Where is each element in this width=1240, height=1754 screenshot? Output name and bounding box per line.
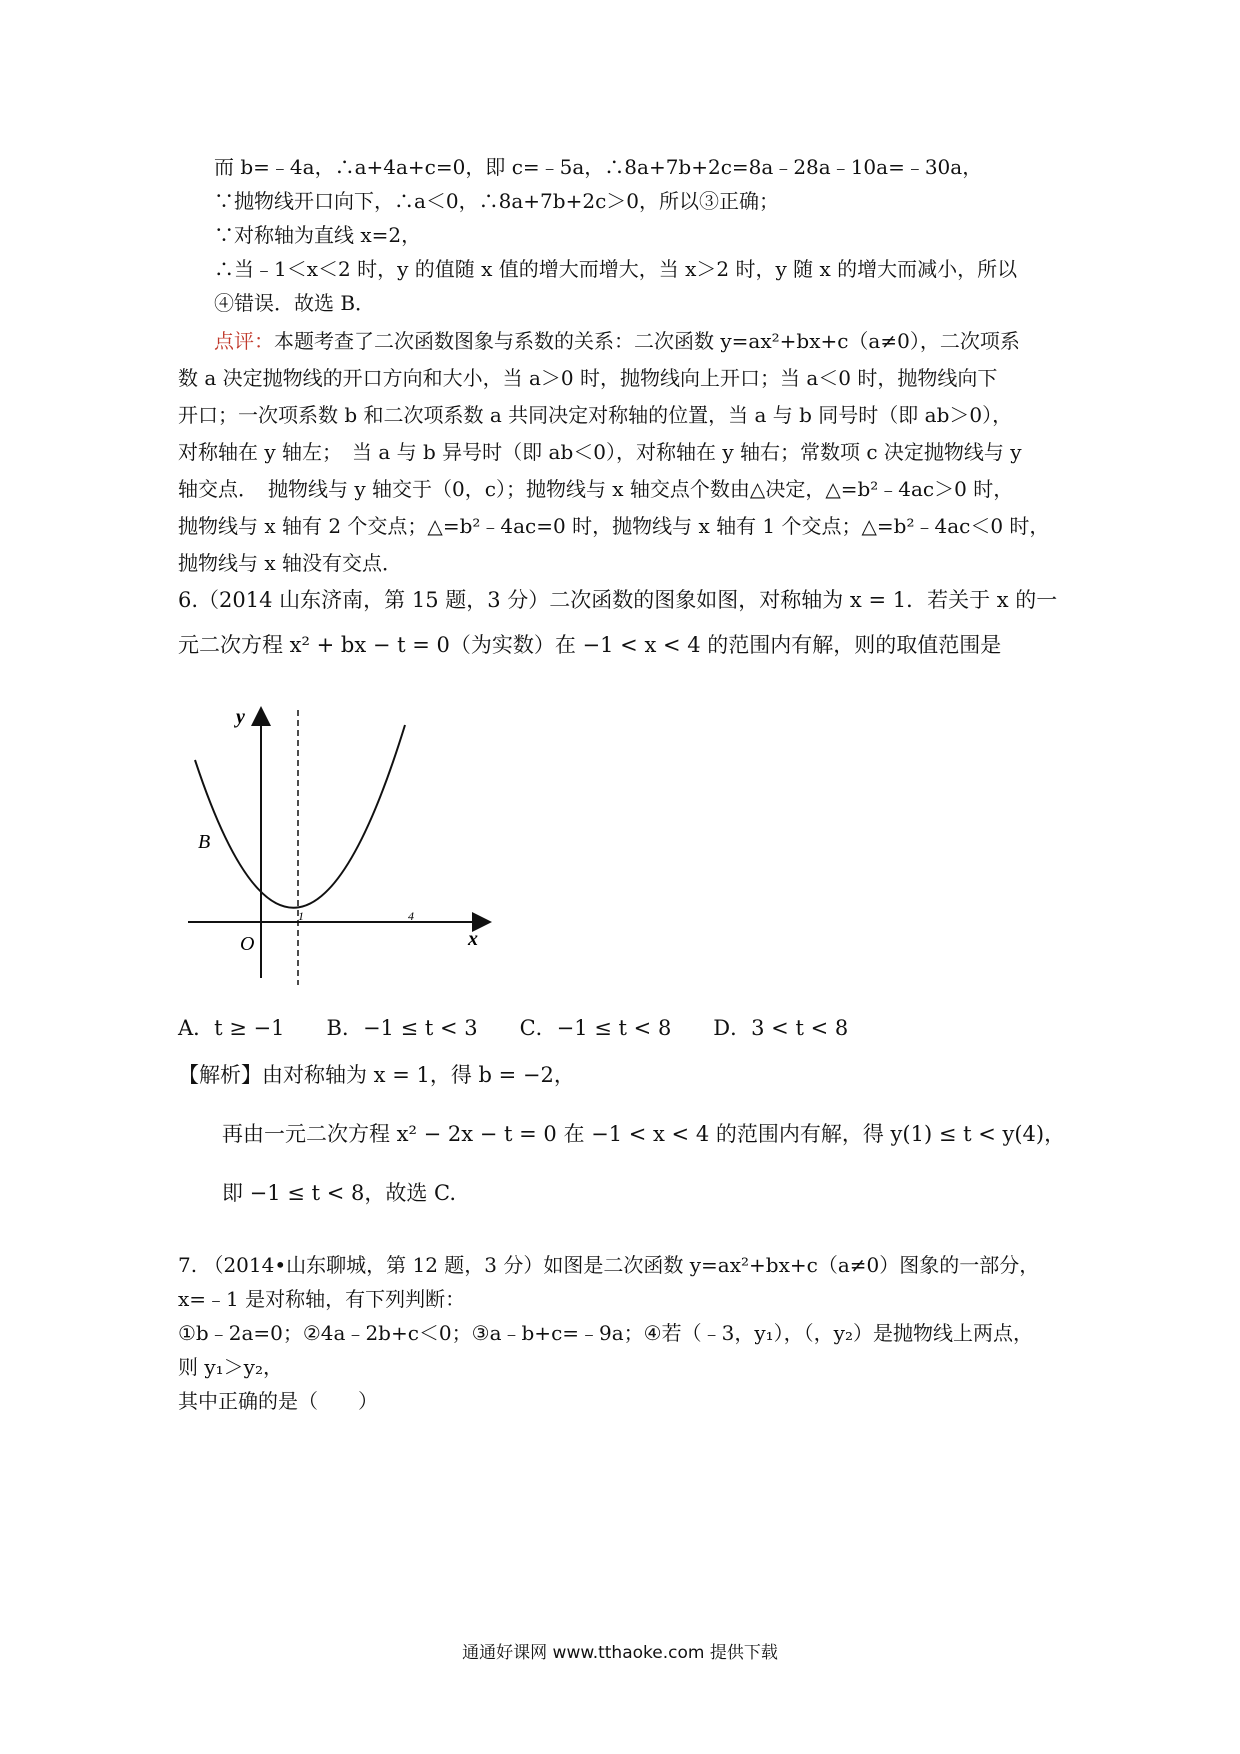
q6-analysis-1 (178, 1060, 575, 1090)
q6-analysis-3: 即 −1 ≤ t < 8，故选 C. (222, 1181, 456, 1205)
x-axis-label: x (468, 928, 478, 950)
solution-line-5: ④错误．故选 B． (214, 291, 376, 315)
parabola-curve (195, 725, 405, 908)
comment-label: 点评： (214, 329, 274, 353)
point-b-label: B (198, 831, 211, 853)
comment-line-7: 抛物线与 x 轴没有交点． (178, 551, 402, 575)
q7-line-2: x=﹣1 是对称轴，有下列判断： (178, 1287, 466, 1311)
solution-line-4: ∴当﹣1＜x＜2 时，y 的值随 x 值的增大而增大，当 x＞2 时，y 随 x 的增大而减小，所以 (214, 257, 1018, 281)
tick-4-label: 4 (408, 909, 414, 923)
q6-line-1: 6.（2014 山东济南，第 15 题，3 分）二次函数的图象如图，对称轴为 x = 1．若关于 x 的一 (178, 588, 1058, 612)
parabola-figure (180, 700, 500, 990)
analysis-text-1: 由对称轴为 x = 1，得 b = −2， (262, 1063, 575, 1087)
page-footer: 通通好课网 www.tthaoke.com 提供下载 (462, 1643, 778, 1663)
tick-1-label: 1 (298, 909, 304, 923)
q6-options: A．t ≥ −1 B．−1 ≤ t < 3 C．−1 ≤ t < 8 D．3 < t < 8 (178, 1016, 849, 1040)
q6-line-2: 元二次方程 x² + bx − t = 0（为实数）在 −1 < x < 4 的范围内有解，则的取值范围是 (178, 633, 1002, 657)
comment-line-1 (214, 326, 1020, 356)
y-axis-label: y (236, 706, 245, 728)
comment-line-2: 数 a 决定抛物线的开口方向和大小，当 a＞0 时，抛物线向上开口；当 a＜0 时，抛物线向下 (178, 366, 998, 390)
q7-line-1: 7. （2014•山东聊城，第 12 题，3 分）如图是二次函数 y=ax²+bx+c（a≠0）图象的一部分， (178, 1253, 1040, 1277)
solution-line-1: 而 b=﹣4a，∴a+4a+c=0，即 c=﹣5a，∴8a+7b+2c=8a﹣28a﹣10a=﹣30a， (214, 155, 983, 179)
q7-line-3: ①b﹣2a=0；②4a﹣2b+c＜0；③a﹣b+c=﹣9a；④若（﹣3，y₁），（，y₂）是抛物线上两点， (178, 1321, 1033, 1345)
q7-line-5: 其中正确的是（ ） (178, 1389, 378, 1413)
solution-line-3: ∵对称轴为直线 x=2， (214, 223, 422, 247)
q7-line-4: 则 y₁＞y₂， (178, 1355, 283, 1379)
analysis-label: 【解析】 (178, 1063, 262, 1087)
comment-line-4: 对称轴在 y 轴左； 当 a 与 b 异号时（即 ab＜0），对称轴在 y 轴右；常数项 c 决定抛物线与 y (178, 440, 1022, 464)
comment-line-6: 抛物线与 x 轴有 2 个交点；△=b²﹣4ac=0 时，抛物线与 x 轴有 1 个交点；△=b²﹣4ac＜0 时， (178, 514, 1050, 538)
comment-line-3: 开口；一次项系数 b 和二次项系数 a 共同决定对称轴的位置，当 a 与 b 同号时（即 ab＞0）， (178, 403, 1013, 427)
solution-line-2: ∵抛物线开口向下，∴a＜0，∴8a+7b+2c＞0，所以③正确； (214, 189, 779, 213)
comment-text-1: 本题考查了二次函数图象与系数的关系：二次函数 y=ax²+bx+c（a≠0），二次项系 (274, 329, 1020, 353)
origin-label: O (240, 933, 255, 955)
q6-analysis-2: 再由一元二次方程 x² − 2x − t = 0 在 −1 < x < 4 的范围内有解，得 y(1) ≤ t < y(4)， (222, 1122, 1066, 1146)
comment-line-5: 轴交点． 抛物线与 y 轴交于（0，c）；抛物线与 x 轴交点个数由△决定，△=b²﹣4ac＞0 时， (178, 477, 1014, 501)
